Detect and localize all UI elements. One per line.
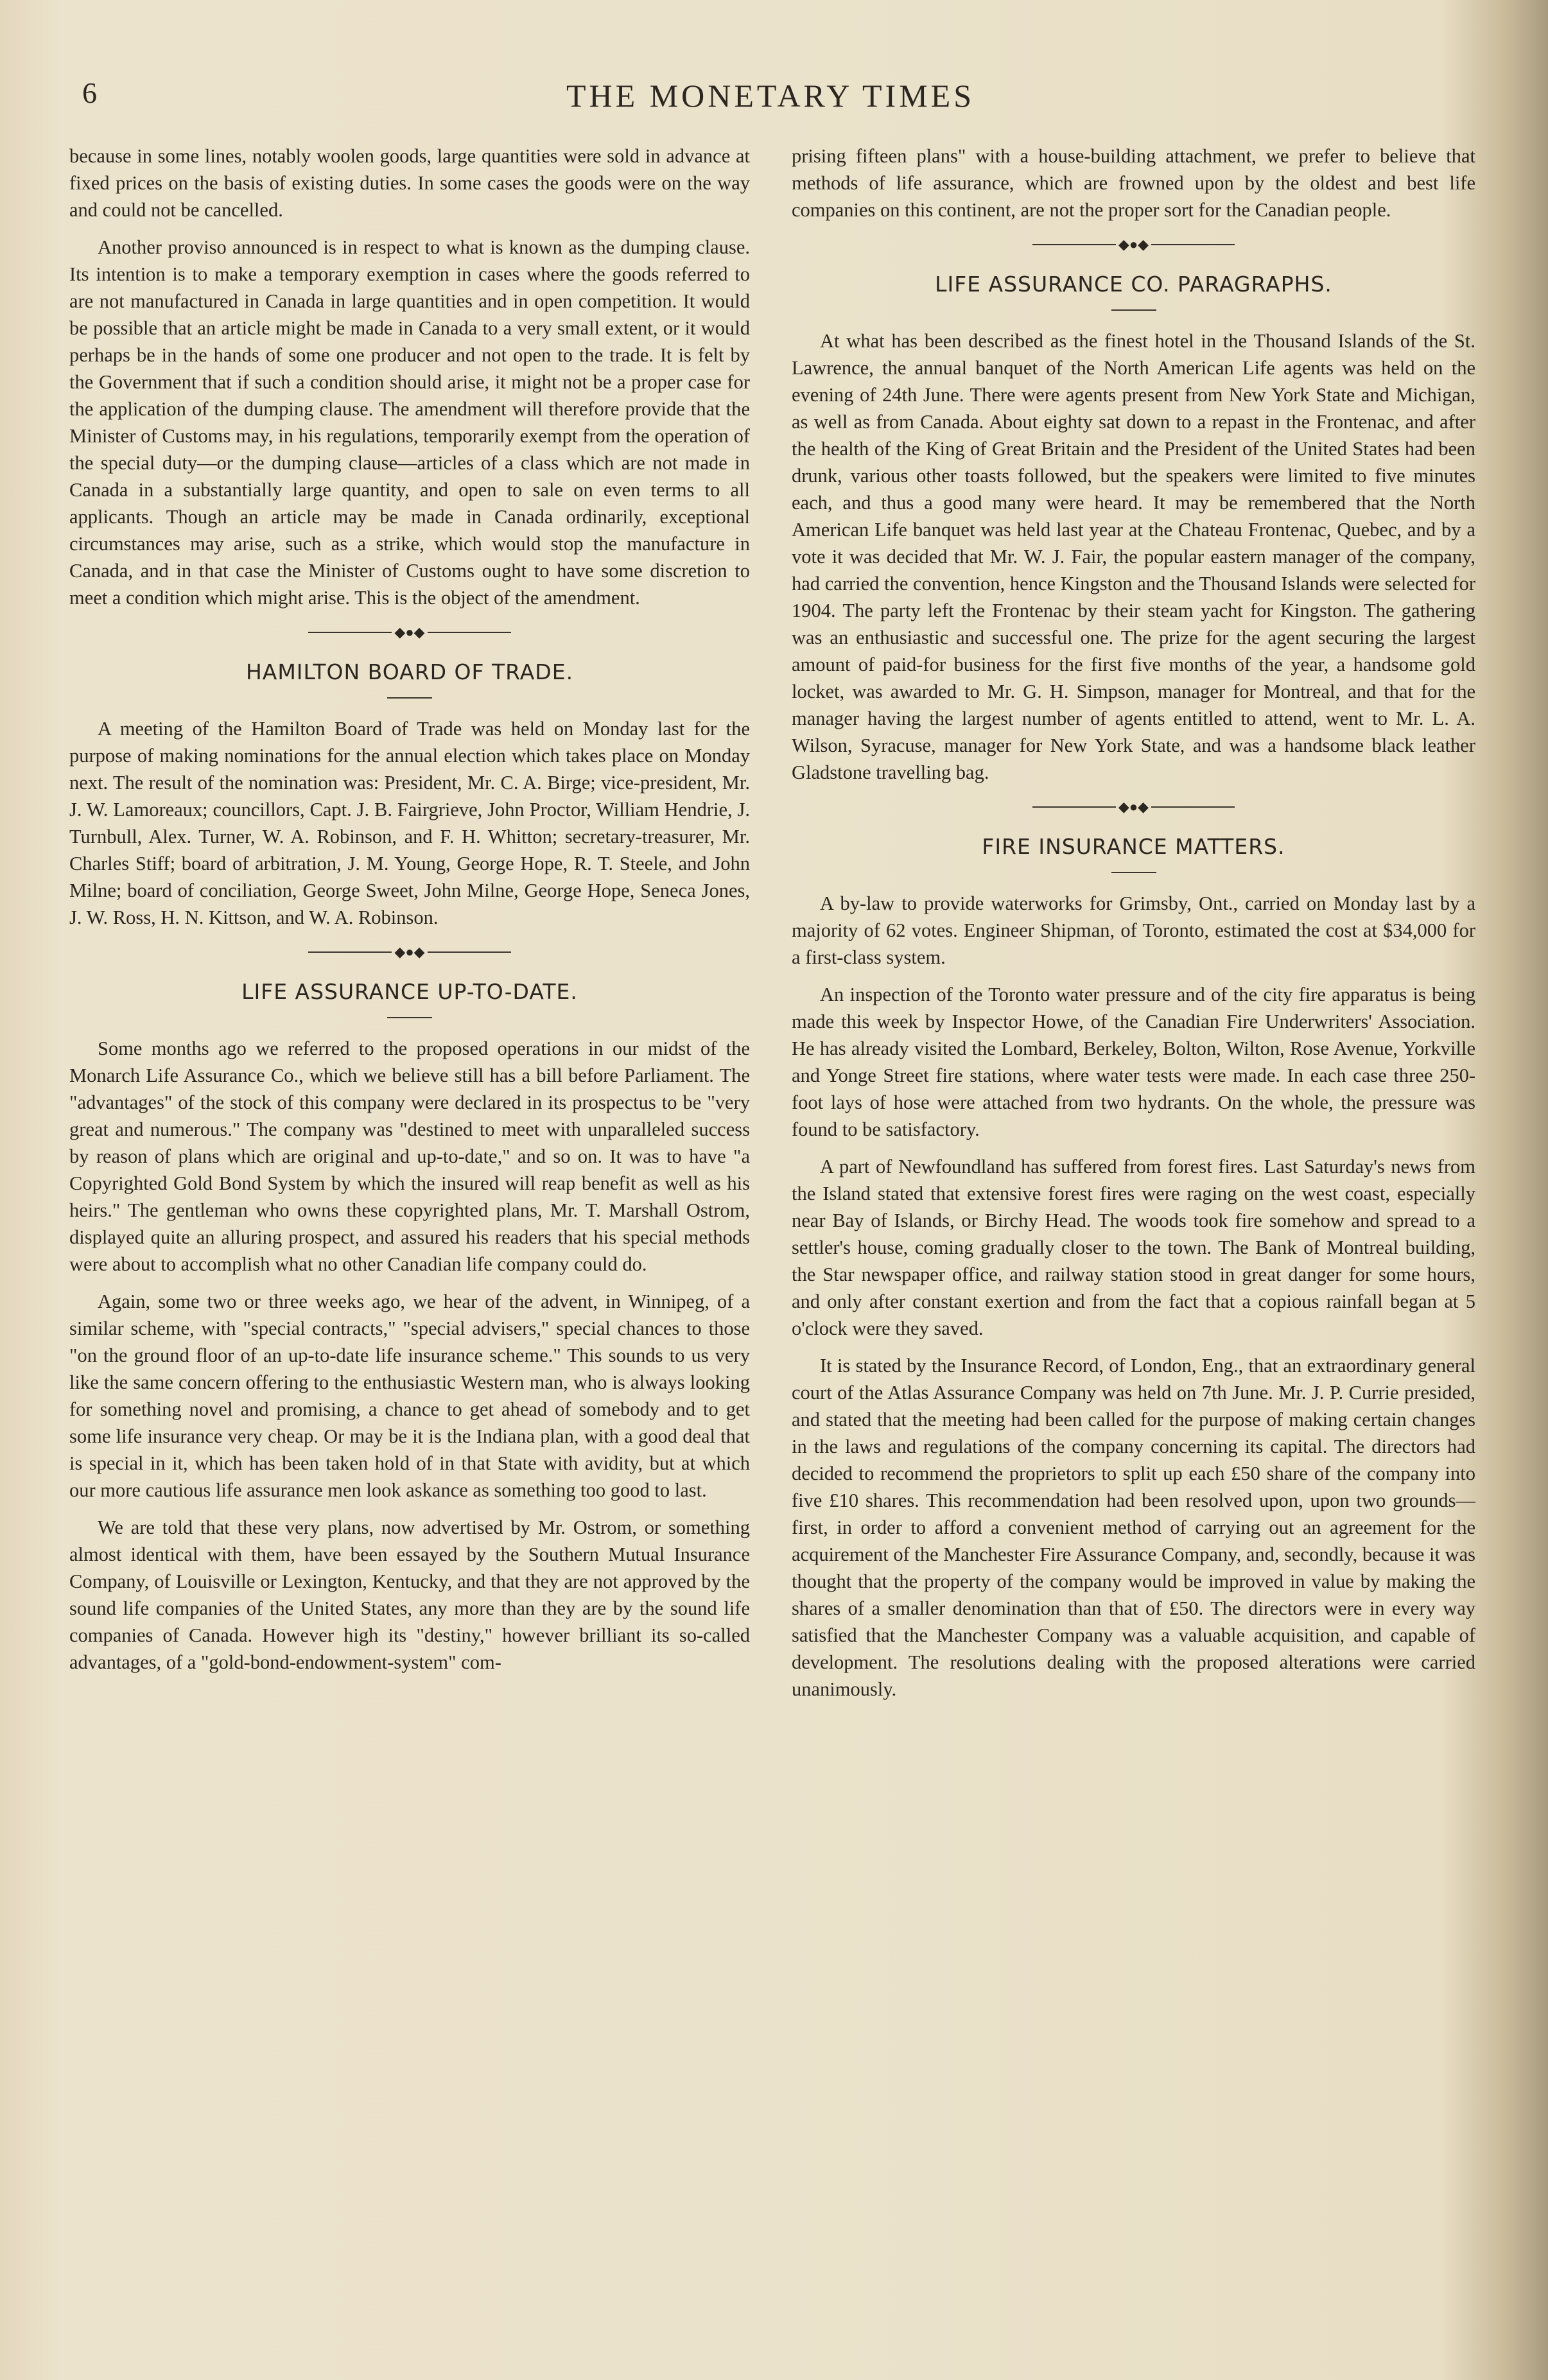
article-paragraph: prising fifteen plans" with a house-building attachment, we prefer to believe that methods of life assurance, which are frowned upon by the oldest and best life companies on this continent, are not the proper sort for the Canadian people. bbox=[792, 145, 1475, 221]
section-divider bbox=[792, 238, 1475, 252]
page-number: 6 bbox=[82, 76, 97, 109]
divider-ornament: ◆●◆ bbox=[394, 624, 425, 640]
divider-ornament: ◆●◆ bbox=[1118, 799, 1149, 815]
divider-ornament: ◆●◆ bbox=[394, 944, 425, 960]
page-header bbox=[0, 76, 1548, 114]
divider-ornament: ◆●◆ bbox=[1118, 236, 1149, 252]
right-column bbox=[792, 143, 1475, 1713]
article-paragraph: Again, some two or three weeks ago, we hear of the advent, in Winnipeg, of a similar scheme, with "special contracts," "special advisers," special chances to those "on the ground floor of an up-to-date life insurance scheme." This sounds to us very like the same concern offering to the enthusiastic Western man, who is always looking for something novel and promising, a chance to get ahead of somebody and to get some life insurance very cheap. Or may be it is the Indiana plan, with a good deal that is special in it, which has been taken hold of in that State with avidity, but at which our more cautious life assurance men look askance as something too good to last. bbox=[69, 1290, 750, 1501]
article-paragraph: Some months ago we referred to the proposed operations in our midst of the Monarch Life Assurance Co., which we believe still has a bill before Parliament. The "advantages" of the stock of this company were declared in its prospectus to be "very great and numerous." The company was "destined to meet with unparalleled success by reason of plans which are original and up-to-date," and so on. It was to have "a Copyrighted Gold Bond System by which the insured will reap benefit as well as his heirs." The gentleman who owns these copyrighted plans, Mr. T. Marshall Ostrom, displayed quite an alluring prospect, and assured his readers that his special methods were about to accomplish what no other Canadian life company could do. bbox=[69, 1038, 750, 1275]
section-heading-life-paragraphs: LIFE ASSURANCE CO. PARAGRAPHS. bbox=[935, 272, 1332, 297]
heading-rule bbox=[387, 697, 432, 699]
left-column bbox=[69, 143, 750, 1686]
article-paragraph: A by-law to provide waterworks for Grimsby, Ont., carried on Monday last by a majority of 62 votes. Engineer Shipman, of Toronto, estimated the cost at $34,000 for a first-class system. bbox=[792, 892, 1475, 968]
section-divider bbox=[69, 945, 750, 959]
section-heading-hamilton: HAMILTON BOARD OF TRADE. bbox=[245, 659, 574, 684]
article-paragraph: At what has been described as the finest hotel in the Thousand Islands of the St. Lawrence, the annual banquet of the North American Life agents was held on the evening of 24th June. There were agents present from New York State and Michigan, as well as from Canada. About eighty sat down to a repast in the Frontenac, and after the health of the King of Great Britain and the President of the United States had been drunk, various other toasts followed, but the speakers were limited to five minutes each, and thus a good many were heard. It may be remembered that the North American Life banquet was held last year at the Chateau Frontenac, Quebec, and by a vote it was decided that Mr. W. J. Fair, the popular eastern manager of the company, had carried the convention, hence Kingston and the Thousand Islands were selected for 1904. The party left the Frontenac by their steam yacht for Kingston. The gathering was an enthusiastic and successful one. The prize for the agent securing the largest amount of paid-for business for the first five months of the year, a handsome gold locket, was awarded to Mr. G. H. Simpson, manager for Montreal, and that for the manager having the largest number of agents entitled to attend, went to Mr. L. A. Wilson, Syracuse, manager for New York State, and was a handsome black leather Gladstone travelling bag. bbox=[792, 330, 1475, 783]
section-heading-fire: FIRE INSURANCE MATTERS. bbox=[982, 834, 1285, 859]
article-paragraph: Another proviso announced is in respect to what is known as the dumping clause. Its intention is to make a temporary exemption in cases where the goods referred to are not manufactured in Canada in large quantities and in open competition. It would be possible that an article might be made in Canada to a very small extent, or it would perhaps be in the hands of some one producer and not open to the trade. It is felt by the Government that if such a condition should arise, it might not be a proper case for the application of the dumping clause. The amendment will therefore provide that the Minister of Customs may, in his regulations, temporarily exempt from the operation of the special duty—or the dumping clause—articles of a class which are not made in Canada in a substantially large quantity, and open to sale on even terms to all applicants. Though an article may be made in Canada ordinarily, exceptional circumstances may arise, such as a strike, which would stop the manufacture in Canada, and in that case the Minister of Customs ought to have some discretion to meet a condition which might arise. This is the object of the amendment. bbox=[69, 236, 750, 609]
article-paragraph: A part of Newfoundland has suffered from forest fires. Last Saturday's news from the Island stated that extensive forest fires were raging on the west coast, especially near Bay of Islands, or Birchy Head. The woods took fire somehow and spread to a settler's house, coming gradually closer to the town. The Bank of Montreal building, the Star newspaper office, and railway station stood in great danger for some hours, and only after constant exertion and from the fact that a copious rainfall began at 5 o'clock were they saved. bbox=[792, 1156, 1475, 1339]
section-heading-life-up-to-date: LIFE ASSURANCE UP-TO-DATE. bbox=[241, 979, 578, 1004]
masthead-title: THE MONETARY TIMES bbox=[566, 78, 975, 114]
heading-rule bbox=[387, 1017, 432, 1018]
section-divider bbox=[792, 800, 1475, 814]
section-divider bbox=[69, 625, 750, 639]
article-paragraph: A meeting of the Hamilton Board of Trade was held on Monday last for the purpose of making nominations for the annual election which takes place on Monday next. The result of the nomination was: President, Mr. C. A. Birge; vice-president, Mr. J. W. Lamoreaux; councillors, Capt. J. B. Fairgrieve, John Proctor, William Hendrie, J. Turnbull, Alex. Turner, W. A. Robinson, and F. H. Whitton; secretary-treasurer, Mr. Charles Stiff; board of arbitration, J. M. Young, George Hope, R. T. Steele, and John Milne; board of conciliation, George Sweet, John Milne, George Hope, Seneca Jones, J. W. Ross, H. N. Kittson, and W. A. Robinson. bbox=[69, 718, 750, 928]
article-paragraph: It is stated by the Insurance Record, of London, Eng., that an extraordinary general court of the Atlas Assurance Company was held on 7th June. Mr. J. P. Currie presided, and stated that the meeting had been called for the purpose of making certain changes in the laws and regulations of the company concerning its capital. The directors had decided to recommend the proprietors to split up each £50 share of the company into five £10 shares. This recommendation had been resolved upon, upon two grounds—first, in order to afford a convenient method of carrying out an agreement for the acquirement of the Manchester Fire Assurance Company, and, secondly, because it was thought that the property of the company would be improved in value by making the shares of a smaller denomination than that of £50. The directors were in every way satisfied that the Manchester Company was a valuable acquisition, and capable of development. The resolutions dealing with the proposed alterations were carried unanimously. bbox=[792, 1355, 1475, 1700]
article-paragraph: An inspection of the Toronto water pressure and of the city fire apparatus is being made this week by Inspector Howe, of the Canadian Fire Underwriters' Association. He has already visited the Lombard, Berkeley, Bolton, Wilton, Rose Avenue, Yorkville and Yonge Street fire stations, where water tests were made. In each case three 250-foot lays of hose were attached from two hydrants. On the whole, the pressure was found to be satisfactory. bbox=[792, 984, 1475, 1140]
article-paragraph: because in some lines, notably woolen goods, large quantities were sold in advance at fixed prices on the basis of existing duties. In some cases the goods were on the way and could not be cancelled. bbox=[69, 145, 750, 221]
heading-rule bbox=[1111, 309, 1156, 311]
heading-rule bbox=[1111, 872, 1156, 873]
article-paragraph: We are told that these very plans, now advertised by Mr. Ostrom, or something almost identical with them, have been essayed by the Southern Mutual Insurance Company, of Louisville or Lexington, Kentucky, and that they are not approved by the sound life companies of the United States, any more than they are by the sound life companies of Canada. However high its "destiny," however brilliant its so-called advantages, of a "gold-bond-endowment-system" com- bbox=[69, 1516, 750, 1673]
